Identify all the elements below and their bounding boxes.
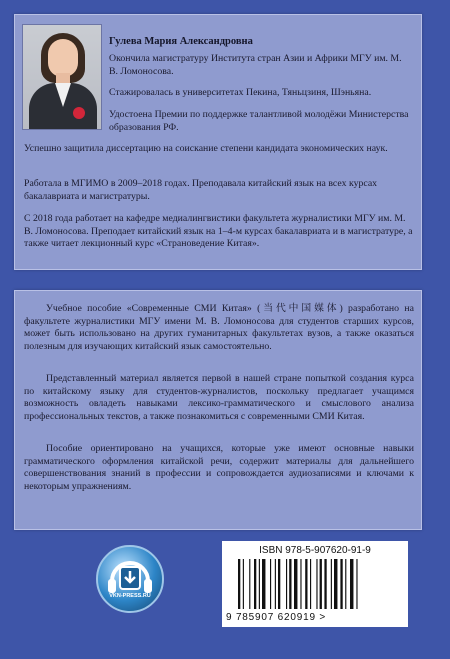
description-paragraph: Пособие ориентировано на учащихся, которые уже имеют основные навыки грамматического оформления китайской речи, содержит материалы для дальнейшего совершенствования знаний в профессии и сопровождается аудиозаписями и ключами к некоторым упражнениям. — [24, 443, 414, 492]
author-bio-line: Удостоена Премии по поддержке талантливой молодёжи Министерства образования РФ. — [109, 109, 409, 133]
publisher-logo-text: VKN-PRESS.RU — [109, 593, 151, 599]
author-bio-line: Работала в МГИМО в 2009–2018 годах. Преподавала китайский язык на всех курсах бакалавриата и магистратуры. — [24, 178, 378, 202]
book-description-panel — [14, 290, 422, 530]
isbn-barcode-box — [222, 541, 408, 627]
author-bio-line: Окончила магистратуру Института стран Азии и Африки МГУ им. М. В. Ломоносова. — [109, 53, 402, 77]
author-bio-line: Стажировалась в университетах Пекина, Тяньцзиня, Шэньяна. — [109, 87, 372, 98]
publisher-logo — [96, 545, 164, 613]
description-paragraph: Учебное пособие «Современные СМИ Китая» (当代中国媒体) разработано на факультете журналистики МГУ имени М. В. Ломоносова для студентов старших курсов, может быть использовано на других гуманитарных факультетах вузов, а также оказаться полезным для изучающих китайский язык самостоятельно. — [24, 303, 414, 352]
author-panel — [14, 14, 422, 270]
download-headphones-icon — [98, 547, 162, 611]
barcode-digits: 9 785907 620919 > — [226, 612, 327, 623]
isbn-label: ISBN 978-5-907620-91-9 — [259, 545, 371, 556]
barcode-graphic — [236, 559, 396, 611]
author-name: Гулева Мария Александровна — [109, 36, 253, 47]
description-paragraph: Представленный материал является первой в нашей стране попыткой создания курса по китайскому языку для студентов-журналистов, поскольку предлагает учащимся возможность овладеть навыками лексико-грамматического и смыслового анализа профессиональных текстов, а также познакомиться с современными СМИ Китая. — [24, 373, 414, 422]
author-bio-line: Успешно защитила диссертацию на соискание степени кандидата экономических наук. — [24, 143, 388, 154]
author-photo — [22, 24, 102, 130]
author-bio-line: С 2018 года работает на кафедре медиалингвистики факультета журналистики МГУ им. М. В. Ломоносова. Преподает китайский язык на 1–4-м курсах бакалавриата и в магистратуре, а также читает лекционный курс «Страноведение Китая». — [24, 213, 413, 250]
